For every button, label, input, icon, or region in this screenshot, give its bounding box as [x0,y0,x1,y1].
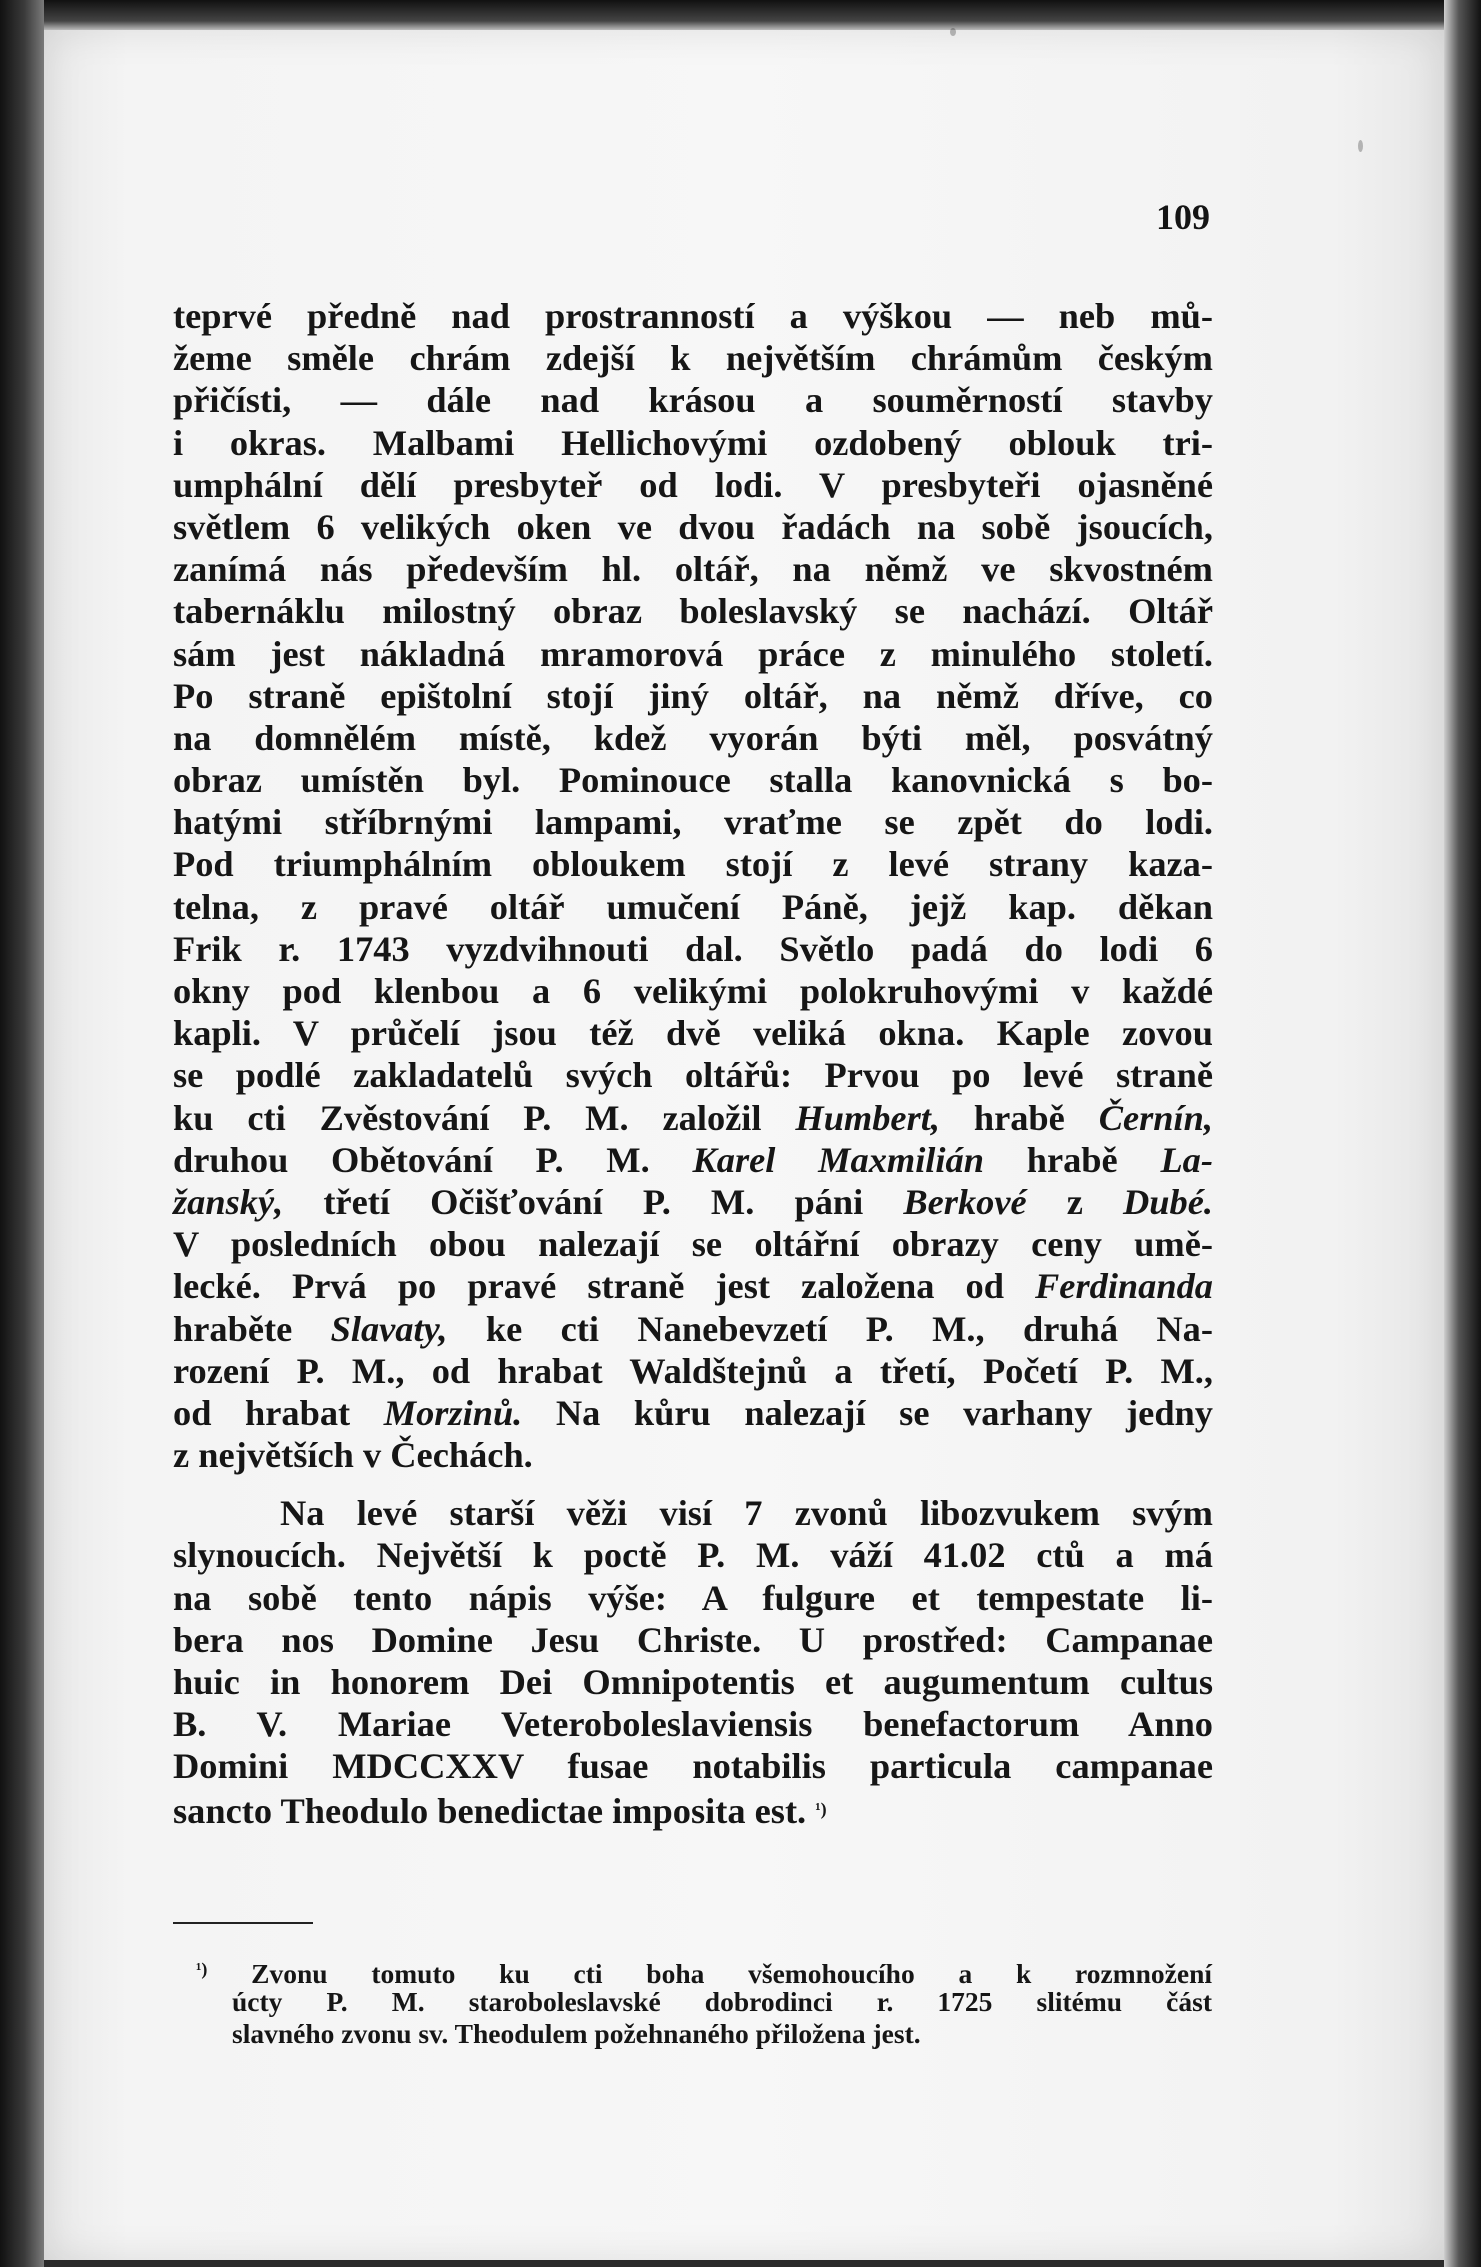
page-gutter-left [0,0,44,2267]
text-line: slynoucích. Největší k poctě P. M. váží 41.02 ctů a má [173,1535,1213,1576]
text-line: B. V. Mariae Veteroboleslaviensis benefactorum Anno [173,1704,1213,1745]
text-line: zanímá nás především hl. oltář, na němž ve skvostném [173,549,1213,590]
text-line: světlem 6 velikých oken ve dvou řadách na sobě jsoucích, [173,506,1213,547]
text-line [173,1139,1213,1181]
page-number: 109 [1156,197,1210,237]
text-run: třetí Očišťování P. M. páni [283,1181,904,1222]
person-name: Karel Maxmilián [692,1139,984,1180]
footnote-line [196,1954,1213,1989]
text-run: Na kůru nalezají se varhany jedny [522,1392,1213,1433]
person-name: Slavaty, [330,1308,448,1349]
text-line [173,1265,1213,1307]
text-line: kapli. V průčelí jsou též dvě veliká okna. Kaple zovou [173,1013,1213,1054]
text-run: hraběte [173,1308,331,1349]
text-line: huic in honorem Dei Omnipotentis et augumentum cultus [173,1662,1213,1702]
text-line: bera nos Domine Jesu Christe. U prostřed: Campanae [173,1619,1213,1660]
text-line: hatými stříbrnými lampami, vraťme se zpět do lodi. [173,802,1213,843]
scan-speck [1358,140,1363,152]
text-line: tabernáklu milostný obraz boleslavský se nachází. Oltář [173,591,1213,632]
text-line: se podlé zakladatelů svých oltářů: Prvou po levé straně [173,1055,1213,1096]
footnote-reference: ¹) [815,1798,827,1819]
body-text [173,295,1213,1830]
person-name: žanský, [173,1181,284,1222]
text-line [173,1308,1213,1350]
text-line: umphální dělí presbyteř od lodi. V presbyteři ojasněné [173,464,1213,505]
text-line: telna, z pravé oltář umučení Páně, jejž kap. děkan [173,886,1213,927]
text-run: od hrabat [173,1392,384,1433]
text-line [173,1788,1213,1830]
text-line: na domnělém místě, kdež vyorán býti měl, posvátný [173,717,1213,758]
person-name: Morzinů. [383,1392,523,1433]
text-line [173,1181,1213,1223]
text-line: na sobě tento nápis výše: A fulgure et tempestate li- [173,1577,1213,1618]
text-line: sám jest nákladná mramorová práce z minulého století. [173,633,1213,674]
text-line: Na levé starší věži visí 7 zvonů libozvukem svým [280,1493,1213,1534]
paragraph-gap [173,1476,1213,1492]
person-name: Berkové [903,1181,1027,1222]
text-line [173,1097,1213,1139]
text-run: ke cti Nanebevzetí P. M., druhá Na- [447,1308,1213,1349]
text-line: rození P. M., od hrabat Waldštejnů a třetí, Početí P. M., [173,1350,1213,1391]
footnote [196,1954,1213,2049]
text-run: ku cti Zvěstování P. M. založil [173,1097,796,1138]
text-line: i okras. Malbami Hellichovými ozdobený oblouk tri- [173,422,1213,463]
footnote-line: slavného zvonu sv. Theodulem požehnaného přiložena jest. [232,2017,921,2049]
text-line: Frik r. 1743 vyzdvihnouti dal. Světlo padá do lodi 6 [173,928,1213,969]
page-edge-top [44,0,1444,30]
text-line: žeme směle chrám zdejší k největším chrámům českým [173,338,1213,379]
text-line: Pod triumphálním obloukem stojí z levé strany kaza- [173,844,1213,885]
text-line: obraz umístěn byl. Pominouce stalla kanovnická s bo- [173,760,1213,801]
text-run: lecké. Prvá po pravé straně jest založena od [173,1266,1036,1307]
text-run: z [1026,1181,1124,1222]
text-line: Po straně epištolní stojí jiný oltář, na němž dříve, co [173,675,1213,716]
text-line: V posledních obou nalezají se oltářní obrazy ceny umě- [173,1224,1213,1265]
text-line: okny pod klenbou a 6 velikými polokruhovými v každé [173,971,1213,1011]
scan-speck [950,28,956,36]
person-name: La- [1160,1139,1213,1180]
footnote-marker: ¹) [196,1959,208,1979]
text-line: přičísti, — dále nad krásou a souměrností stavby [173,380,1213,421]
person-name: Humbert, [795,1097,940,1138]
text-run: hrabě [983,1139,1161,1180]
footnote-line: úcty P. M. staroboleslavské dobrodinci r. 1725 slitému část [232,1985,1212,2017]
person-name: Ferdinanda [1035,1266,1213,1307]
text-line: Domini MDCCXXV fusae notabilis particula campanae [173,1746,1213,1787]
person-name: Dubé. [1123,1181,1213,1222]
text-run: sancto Theodulo benedictae imposita est. [173,1790,807,1831]
text-line: z největších v Čechách. [173,1435,533,1476]
text-line [173,1392,1213,1434]
text-run: druhou Obětování P. M. [173,1139,693,1180]
person-name: Černín, [1098,1097,1213,1138]
text-run: Zvonu tomuto ku cti boha všemohoucího a k rozmnožení [251,1958,1213,1989]
text-run: hrabě [939,1097,1099,1138]
footnote-divider [173,1922,313,1924]
page-edge-right [1444,0,1481,2267]
text-line: teprvé předně nad prostranností a výškou — neb mů- [173,296,1213,336]
